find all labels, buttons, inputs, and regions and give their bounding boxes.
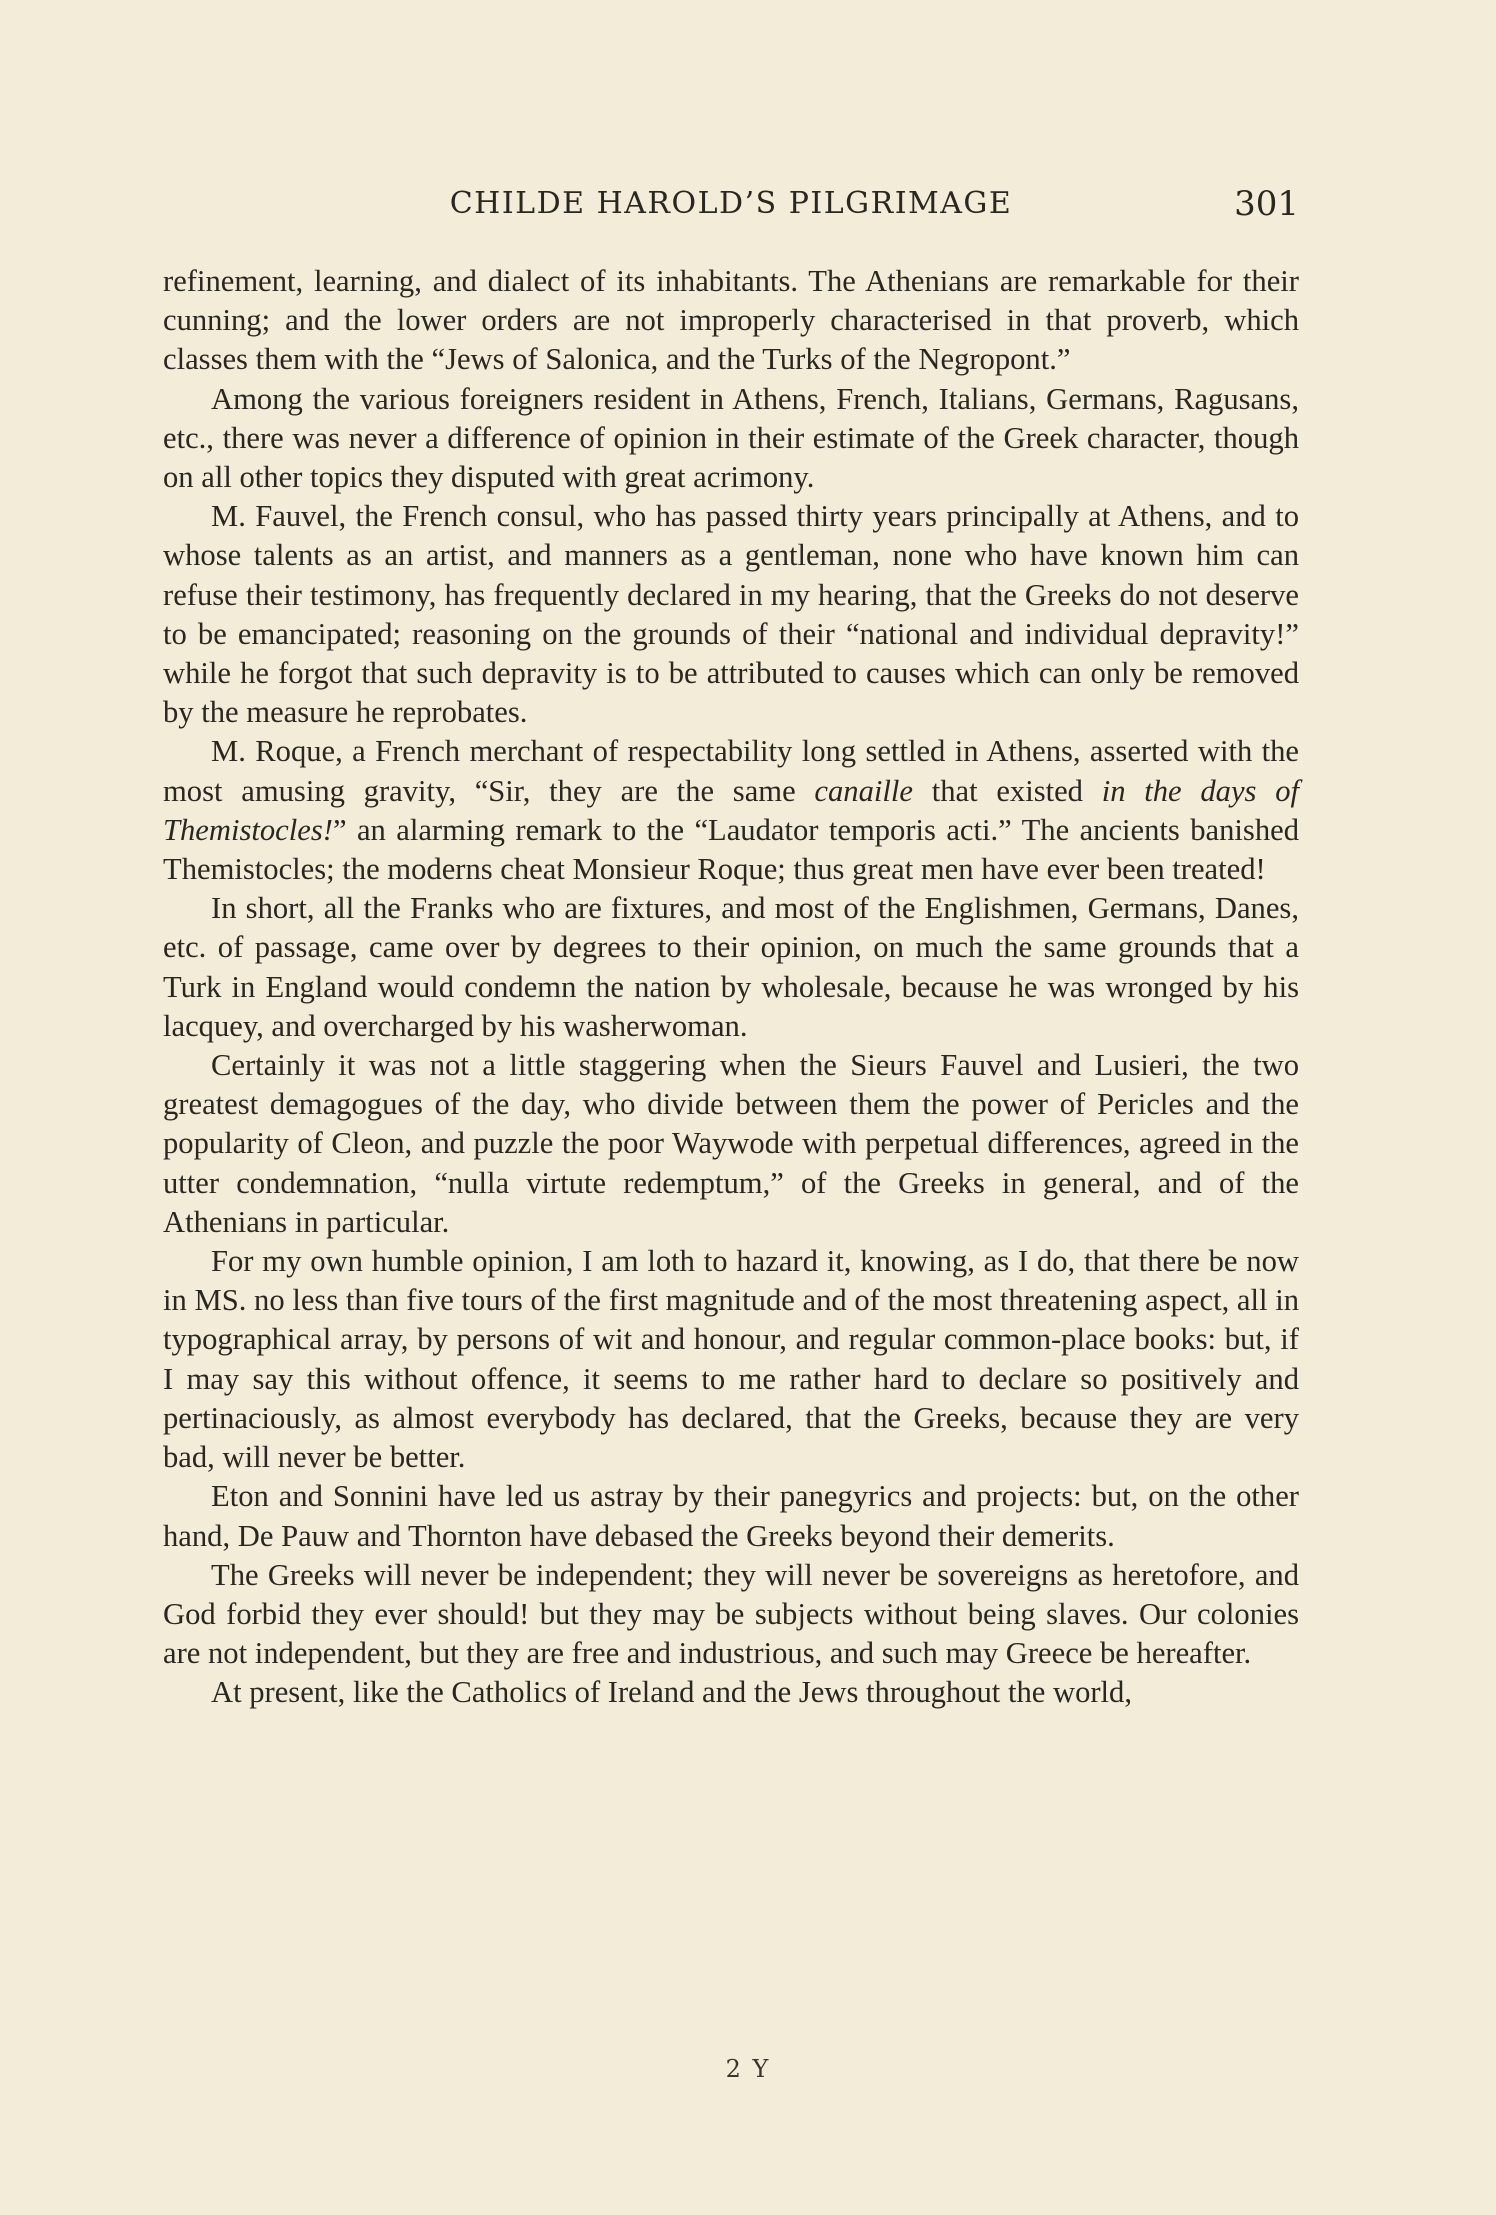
text-run: M. Roque, a French merchant of respectability long settled in Athens, asserted with the most amusing gravity, “Sir, they are the same	[163, 734, 1299, 808]
paragraph: Eton and Sonnini have led us astray by their panegyrics and projects: but, on the other hand, De Pauw and Thornton have debased the Greeks beyond their demerits.	[163, 1479, 1299, 1553]
signature-mark: 2 Y	[725, 2055, 771, 2083]
page-number: 301	[1234, 184, 1299, 224]
paragraph: For my own humble opinion, I am loth to hazard it, knowing, as I do, that there be now in MS. no less than five tours of the first magnitude and of the most threatening aspect, all in typographical array, by persons of wit and honour, and regular common-place books: but, if I may say this without offence, it seems to me rather hard to declare so positively and pertinaciously, as almost everybody has declared, that the Greeks, because they are very bad, will never be better.	[163, 1244, 1299, 1475]
paragraph-roque	[163, 732, 1299, 889]
paragraph: M. Fauvel, the French consul, who has passed thirty years principally at Athens, and to whose talents as an artist, and manners as a gentleman, none who have known him can refuse their testimony, has frequently declared in my hearing, that the Greeks do not deserve to be emancipated; reasoning on the grounds of their “national and individual depravity!” while he forgot that such depravity is to be attributed to causes which can only be removed by the measure he reprobates.	[163, 499, 1299, 730]
text-run: ” an alarming remark to the “Laudator temporis acti.” The ancients banished Themistocles; the moderns cheat Monsieur Roque; thus great men have ever been treated!	[163, 812, 1299, 887]
running-title: CHILDE HAROLD’S PILGRIMAGE	[449, 186, 1013, 221]
text-run: that existed	[912, 773, 1102, 808]
body-text	[163, 262, 1299, 1713]
paragraph: At present, like the Catholics of Ireland and the Jews throughout the world,	[211, 1675, 1132, 1710]
paragraph: refinement, learning, and dialect of its inhabitants. The Athenians are remarkable for their cunning; and the lower orders are not improperly characterised in that proverb, which classes them with the “Jews of Salonica, and the Turks of the Negropont.”	[163, 264, 1299, 377]
paragraph: In short, all the Franks who are fixtures, and most of the Englishmen, Germans, Danes, etc. of passage, came over by degrees to their opinion, on much the same grounds that a Turk in England would condemn the nation by wholesale, because he was wronged by his lacquey, and overcharged by his washerwoman.	[163, 891, 1299, 1043]
paragraph: The Greeks will never be independent; they will never be sovereigns as heretofore, and God forbid they ever should! but they may be subjects without being slaves. Our colonies are not independent, but they are free and industrious, and such may Greece be hereafter.	[163, 1557, 1299, 1671]
running-head	[163, 178, 1299, 228]
italic-text: in the days of Themistocles!	[163, 773, 1299, 847]
paragraph: Certainly it was not a little staggering when the Sieurs Fauvel and Lusieri, the two greatest demagogues of the day, who divide between them the power of Pericles and the popularity of Cleon, and puzzle the poor Waywode with perpetual differences, agreed in the utter condemnation, “nulla virtute redemptum,” of the Greeks in general, and of the Athenians in particular.	[163, 1048, 1299, 1239]
italic-text: canaille	[814, 773, 913, 808]
paragraph: Among the various foreigners resident in Athens, French, Italians, Germans, Ragusans, etc., there was never a difference of opinion in their estimate of the Greek character, though on all other topics they disputed with great acrimony.	[163, 381, 1299, 495]
